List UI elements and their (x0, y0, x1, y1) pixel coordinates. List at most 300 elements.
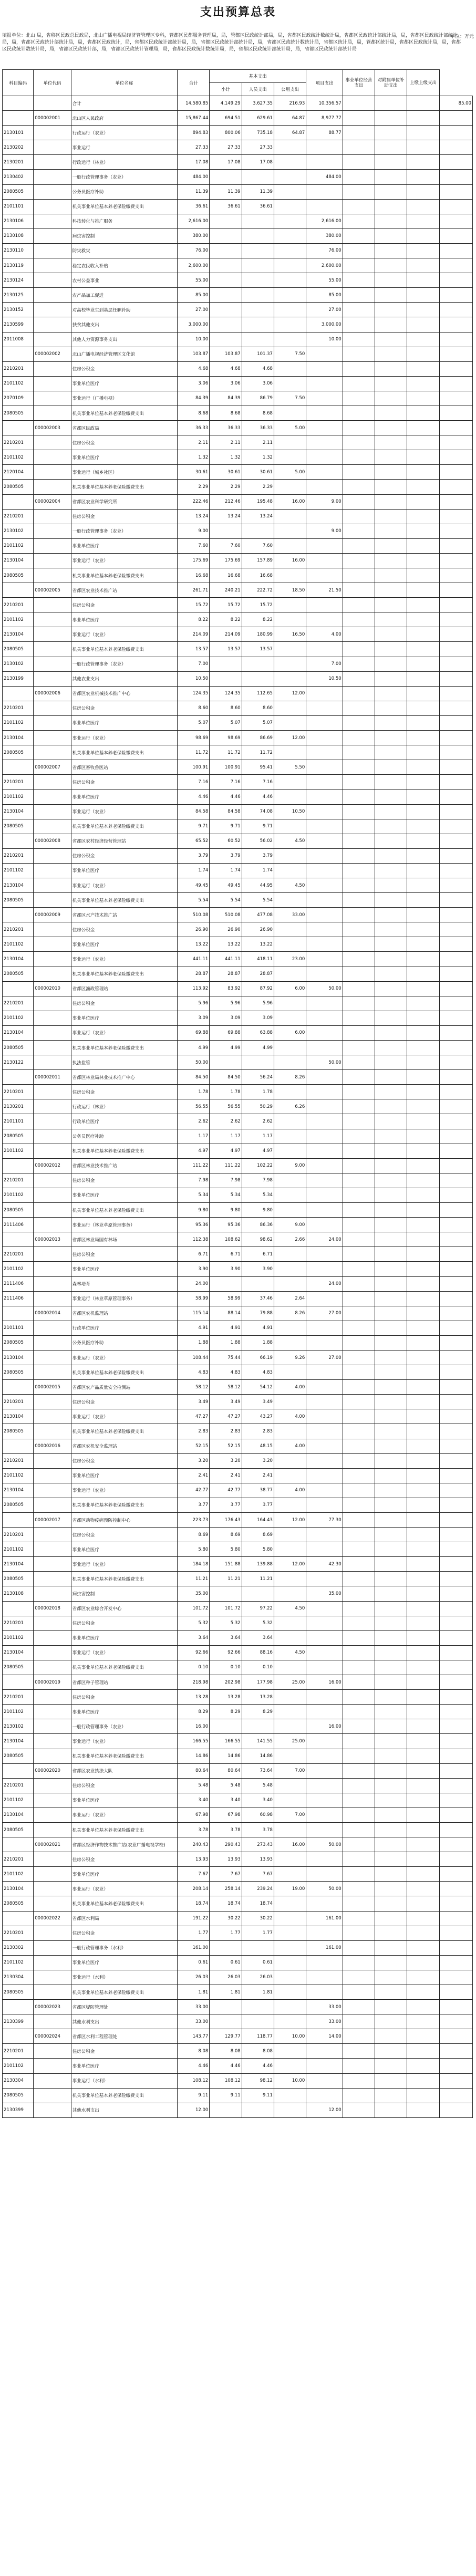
cell-total: 26.03 (178, 1970, 210, 1985)
cell-personnel: 86.79 (242, 391, 274, 406)
cell-subsidy (375, 2000, 407, 2014)
cell-code: 2011008 (3, 332, 34, 347)
cell-total: 8.60 (178, 701, 210, 715)
cell-project (306, 1734, 343, 1749)
table-row (3, 435, 473, 450)
cell-personnel (242, 1719, 274, 1734)
cell-subtotal: 3.77 (210, 1498, 242, 1512)
cell-subtotal (210, 2014, 242, 2029)
cell-total: 103.87 (178, 347, 210, 361)
cell-unit-code (34, 922, 71, 937)
cell-subsidy (375, 2088, 407, 2103)
cell-enterprise (343, 1528, 375, 1542)
cell-subtotal: 4.97 (210, 1144, 242, 1158)
cell-personnel: 3.77 (242, 1498, 274, 1512)
cell-public: 6.00 (274, 1025, 306, 1040)
cell-enterprise (343, 391, 375, 406)
cell-subsidy (375, 804, 407, 819)
cell-upper-level (439, 937, 472, 952)
cell-code: 2130108 (3, 228, 34, 243)
cell-total: 4.91 (178, 1321, 210, 1335)
cell-subsidy (375, 1173, 407, 1188)
cell-public: 19.00 (274, 1882, 306, 1896)
table-row (3, 1940, 473, 1955)
cell-total: 7.16 (178, 775, 210, 790)
cell-total: 49.45 (178, 878, 210, 892)
cell-unit-code: 000002020 (34, 1763, 71, 1778)
cell-upper (407, 775, 439, 790)
cell-upper (407, 421, 439, 435)
cell-unit-name: 机关事业单位基本养老保险缴费支出 (71, 819, 177, 834)
cell-unit-name: 事业单位医疗 (71, 1262, 177, 1276)
cell-total: 3.90 (178, 1262, 210, 1276)
cell-enterprise (343, 1055, 375, 1070)
cell-public (274, 199, 306, 214)
cell-subtotal (210, 243, 242, 258)
cell-upper-level (439, 1011, 472, 1025)
cell-total: 13.57 (178, 642, 210, 657)
cell-upper (407, 1616, 439, 1630)
cell-unit-name: 住房公积金 (71, 1085, 177, 1099)
cell-subtotal (210, 273, 242, 288)
cell-personnel: 3.78 (242, 1822, 274, 1837)
cell-upper-level (439, 1822, 472, 1837)
cell-total: 108.44 (178, 1350, 210, 1365)
cell-project: 24.00 (306, 1276, 343, 1291)
cell-enterprise (343, 1085, 375, 1099)
cell-total: 101.72 (178, 1601, 210, 1616)
cell-unit-code: 000002014 (34, 1306, 71, 1321)
cell-public (274, 715, 306, 730)
cell-subsidy (375, 1822, 407, 1837)
cell-unit-code: 000002015 (34, 1380, 71, 1395)
cell-public (274, 967, 306, 981)
cell-project (306, 1867, 343, 1882)
cell-upper-level (439, 228, 472, 243)
cell-subtotal: 111.22 (210, 1158, 242, 1173)
cell-subsidy (375, 598, 407, 612)
cell-public: 4.00 (274, 1439, 306, 1453)
cell-upper (407, 376, 439, 391)
cell-total: 2,600.00 (178, 258, 210, 273)
cell-total: 56.55 (178, 1099, 210, 1114)
cell-code: 2130104 (3, 731, 34, 745)
cell-public (274, 332, 306, 347)
cell-public (274, 775, 306, 790)
cell-personnel: 2.29 (242, 480, 274, 494)
cell-enterprise (343, 893, 375, 908)
cell-unit-code (34, 1528, 71, 1542)
cell-subtotal: 26.90 (210, 922, 242, 937)
cell-code: 2210201 (3, 435, 34, 450)
cell-unit-code (34, 1940, 71, 1955)
cell-public (274, 657, 306, 671)
cell-subsidy (375, 1498, 407, 1512)
cell-subtotal: 67.98 (210, 1808, 242, 1822)
cell-unit-code (34, 332, 71, 347)
cell-total: 2.11 (178, 435, 210, 450)
cell-unit-name: 其他水利支出 (71, 2103, 177, 2117)
cell-public (274, 435, 306, 450)
cell-code: 2101102 (3, 2059, 34, 2073)
cell-unit-name: 病虫害控制 (71, 228, 177, 243)
cell-subtotal: 5.34 (210, 1188, 242, 1202)
cell-code: 2080505 (3, 819, 34, 834)
cell-code: 2130104 (3, 1808, 34, 1822)
cell-subsidy (375, 509, 407, 524)
cell-enterprise (343, 583, 375, 598)
cell-project (306, 878, 343, 892)
cell-total: 76.00 (178, 243, 210, 258)
cell-upper-level (439, 2059, 472, 2073)
cell-enterprise (343, 1837, 375, 1852)
cell-project (306, 1453, 343, 1468)
header-upper: 上缴上级支出 (407, 70, 439, 96)
cell-upper-level (439, 731, 472, 745)
cell-subtotal: 0.61 (210, 1955, 242, 1970)
cell-upper-level (439, 1940, 472, 1955)
cell-unit-code (34, 450, 71, 465)
cell-total: 69.88 (178, 1025, 210, 1040)
cell-enterprise (343, 790, 375, 804)
cell-unit-code (34, 627, 71, 642)
cell-unit-code: 000002002 (34, 347, 71, 361)
cell-upper-level (439, 1144, 472, 1158)
cell-project: 85.00 (306, 288, 343, 303)
cell-unit-name: 事业运行（农业） (71, 1025, 177, 1040)
cell-total: 3.64 (178, 1630, 210, 1645)
cell-subtotal: 80.64 (210, 1763, 242, 1778)
cell-total: 261.71 (178, 583, 210, 598)
cell-upper-level (439, 1955, 472, 1970)
cell-upper-level (439, 1542, 472, 1557)
cell-unit-name: 事业运行（林业草原管理事务） (71, 1218, 177, 1232)
cell-subsidy (375, 1365, 407, 1380)
cell-total: 222.46 (178, 494, 210, 509)
cell-unit-name: 省都区水利局 (71, 1911, 177, 1926)
cell-unit-code (34, 1409, 71, 1424)
cell-project (306, 790, 343, 804)
cell-personnel: 157.89 (242, 553, 274, 568)
cell-unit-name: 事业运行（农业） (71, 1734, 177, 1749)
cell-subtotal: 8.68 (210, 406, 242, 420)
cell-unit-name: 事业单位医疗 (71, 450, 177, 465)
cell-upper-level (439, 1247, 472, 1262)
cell-subtotal: 7.67 (210, 1867, 242, 1882)
cell-upper (407, 981, 439, 996)
cell-code: 2080505 (3, 893, 34, 908)
table-row (3, 1793, 473, 1808)
cell-total: 67.98 (178, 1808, 210, 1822)
cell-enterprise (343, 361, 375, 376)
cell-project (306, 361, 343, 376)
cell-code (3, 1763, 34, 1778)
cell-enterprise (343, 421, 375, 435)
cell-subtotal: 108.62 (210, 1232, 242, 1247)
cell-personnel: 9.71 (242, 819, 274, 834)
cell-total: 6.71 (178, 1247, 210, 1262)
cell-unit-name: 北山广播电视经济管理区文化馆 (71, 347, 177, 361)
cell-project (306, 480, 343, 494)
cell-unit-code (34, 1557, 71, 1572)
header-subtotal: 小计 (210, 83, 242, 96)
cell-upper (407, 848, 439, 863)
cell-personnel: 1.74 (242, 863, 274, 878)
cell-project (306, 937, 343, 952)
cell-subtotal: 60.52 (210, 834, 242, 848)
cell-project: 55.00 (306, 273, 343, 288)
cell-public (274, 214, 306, 228)
cell-code: 2130201 (3, 155, 34, 170)
cell-personnel: 56.02 (242, 834, 274, 848)
cell-enterprise (343, 1070, 375, 1085)
cell-upper (407, 1852, 439, 1867)
cell-upper (407, 228, 439, 243)
cell-upper (407, 1439, 439, 1453)
cell-personnel (242, 2103, 274, 2117)
cell-code: 2130399 (3, 2103, 34, 2117)
cell-upper (407, 1940, 439, 1955)
table-row (3, 347, 473, 361)
cell-subtotal: 258.14 (210, 1882, 242, 1896)
cell-unit-code (34, 376, 71, 391)
cell-code (3, 1070, 34, 1085)
cell-public: 64.87 (274, 126, 306, 140)
cell-upper (407, 1247, 439, 1262)
cell-upper-level (439, 1630, 472, 1645)
table-row (3, 715, 473, 730)
cell-code: 2080505 (3, 745, 34, 760)
table-row (3, 1970, 473, 1985)
cell-public (274, 1793, 306, 1808)
cell-project: 50.00 (306, 1882, 343, 1896)
cell-subsidy (375, 347, 407, 361)
cell-enterprise (343, 1468, 375, 1483)
cell-total: 1.78 (178, 1085, 210, 1099)
cell-code (3, 1675, 34, 1690)
cell-upper-level (439, 686, 472, 701)
cell-unit-name: 科技转化与推广服务 (71, 214, 177, 228)
cell-public (274, 2103, 306, 2117)
cell-subsidy (375, 996, 407, 1011)
cell-personnel: 15.72 (242, 598, 274, 612)
cell-subtotal: 92.66 (210, 1645, 242, 1660)
cell-subtotal (210, 170, 242, 184)
cell-public (274, 642, 306, 657)
cell-public (274, 598, 306, 612)
cell-project (306, 775, 343, 790)
budget-table (2, 69, 473, 2118)
cell-upper (407, 1837, 439, 1852)
cell-personnel: 4.46 (242, 2059, 274, 2073)
cell-total: 84.58 (178, 804, 210, 819)
cell-personnel: 13.93 (242, 1852, 274, 1867)
cell-subsidy (375, 553, 407, 568)
cell-personnel: 86.36 (242, 1218, 274, 1232)
table-row (3, 686, 473, 701)
cell-enterprise (343, 715, 375, 730)
cell-upper-level (439, 1158, 472, 1173)
cell-public (274, 1542, 306, 1557)
table-row (3, 731, 473, 745)
cell-enterprise (343, 1409, 375, 1424)
cell-upper (407, 1882, 439, 1896)
cell-code: 2101102 (3, 376, 34, 391)
cell-personnel: 30.22 (242, 1911, 274, 1926)
cell-unit-name: 机关事业单位基本养老保险缴费支出 (71, 1572, 177, 1586)
cell-public (274, 745, 306, 760)
table-row (3, 2103, 473, 2117)
cell-total: 8.68 (178, 406, 210, 420)
cell-subtotal: 7.16 (210, 775, 242, 790)
cell-upper (407, 214, 439, 228)
cell-code: 2210201 (3, 1926, 34, 1940)
cell-code (3, 2029, 34, 2044)
cell-total: 143.77 (178, 2029, 210, 2044)
cell-personnel: 79.88 (242, 1306, 274, 1321)
cell-enterprise (343, 1203, 375, 1218)
cell-subsidy (375, 1778, 407, 1793)
cell-subsidy (375, 2044, 407, 2059)
cell-upper (407, 1395, 439, 1409)
cell-subsidy (375, 170, 407, 184)
cell-unit-name: 省都区水利工程管理处 (71, 2029, 177, 2044)
cell-enterprise (343, 1616, 375, 1630)
cell-upper-level (439, 1335, 472, 1350)
cell-upper (407, 1173, 439, 1188)
cell-subtotal: 8.08 (210, 2044, 242, 2059)
cell-upper-level (439, 258, 472, 273)
cell-unit-name: 其他人力资源事务支出 (71, 332, 177, 347)
cell-enterprise (343, 1335, 375, 1350)
cell-total: 47.27 (178, 1409, 210, 1424)
cell-unit-code (34, 1867, 71, 1882)
cell-total: 4.97 (178, 1144, 210, 1158)
table-row (3, 509, 473, 524)
cell-unit-code (34, 243, 71, 258)
cell-personnel: 30.61 (242, 465, 274, 480)
cell-subtotal: 13.24 (210, 509, 242, 524)
cell-subtotal: 129.77 (210, 2029, 242, 2044)
cell-personnel (242, 2000, 274, 2014)
cell-personnel (242, 1586, 274, 1601)
cell-code: 2130302 (3, 1940, 34, 1955)
table-row (3, 1822, 473, 1837)
cell-enterprise (343, 731, 375, 745)
cell-personnel: 8.60 (242, 701, 274, 715)
cell-unit-name: 省都区种子管理站 (71, 1675, 177, 1690)
cell-unit-code (34, 1572, 71, 1586)
cell-code: 2080505 (3, 1660, 34, 1675)
cell-unit-name: 住房公积金 (71, 1778, 177, 1793)
cell-subsidy (375, 1380, 407, 1395)
cell-subtotal: 1.32 (210, 450, 242, 465)
cell-upper (407, 199, 439, 214)
cell-enterprise (343, 1114, 375, 1129)
cell-code: 2080505 (3, 1424, 34, 1439)
cell-public (274, 538, 306, 553)
cell-total: 113.92 (178, 981, 210, 996)
cell-unit-name: 机关事业单位基本养老保险缴费支出 (71, 1144, 177, 1158)
cell-personnel: 5.54 (242, 893, 274, 908)
cell-upper-level (439, 273, 472, 288)
cell-unit-code: 000002004 (34, 494, 71, 509)
cell-public (274, 937, 306, 952)
cell-public: 23.00 (274, 952, 306, 967)
table-row (3, 1453, 473, 1468)
cell-upper (407, 1955, 439, 1970)
cell-upper (407, 2029, 439, 2044)
cell-enterprise (343, 184, 375, 199)
cell-code: 2210201 (3, 1247, 34, 1262)
cell-project (306, 1041, 343, 1055)
cell-upper-level (439, 848, 472, 863)
cell-upper-level (439, 1203, 472, 1218)
cell-subsidy (375, 1557, 407, 1572)
table-row (3, 126, 473, 140)
cell-enterprise (343, 2073, 375, 2088)
cell-unit-code (34, 1719, 71, 1734)
cell-upper (407, 2059, 439, 2073)
cell-code: 2080505 (3, 568, 34, 583)
cell-subtotal: 30.61 (210, 465, 242, 480)
cell-subtotal: 75.44 (210, 1350, 242, 1365)
cell-total: 1.74 (178, 863, 210, 878)
cell-unit-name: 行政运行（林业） (71, 155, 177, 170)
table-row (3, 1645, 473, 1660)
cell-project (306, 731, 343, 745)
cell-personnel: 44.95 (242, 878, 274, 892)
cell-code: 2130104 (3, 1882, 34, 1896)
cell-enterprise (343, 303, 375, 317)
cell-upper-level (439, 1306, 472, 1321)
cell-code: 2130201 (3, 1099, 34, 1114)
cell-project: 4.00 (306, 627, 343, 642)
cell-subtotal: 3.49 (210, 1395, 242, 1409)
cell-total: 58.99 (178, 1291, 210, 1306)
cell-code: 2130102 (3, 1719, 34, 1734)
cell-subtotal: 5.48 (210, 1778, 242, 1793)
table-row (3, 1837, 473, 1852)
cell-enterprise (343, 819, 375, 834)
cell-enterprise (343, 1734, 375, 1749)
cell-code: 2080505 (3, 1335, 34, 1350)
cell-subsidy (375, 1203, 407, 1218)
cell-total: 17.08 (178, 155, 210, 170)
cell-public: 4.50 (274, 1645, 306, 1660)
cell-personnel: 3,627.35 (242, 96, 274, 111)
cell-subtotal: 14.86 (210, 1749, 242, 1763)
cell-code: 2130104 (3, 1645, 34, 1660)
cell-personnel: 95.41 (242, 760, 274, 775)
cell-total: 35.00 (178, 1586, 210, 1601)
cell-upper-level (439, 775, 472, 790)
table-row (3, 1985, 473, 2000)
cell-upper-level (439, 1734, 472, 1749)
cell-subtotal: 15.72 (210, 598, 242, 612)
cell-upper (407, 2103, 439, 2117)
cell-project (306, 1528, 343, 1542)
table-row (3, 465, 473, 480)
cell-subtotal: 13.22 (210, 937, 242, 952)
cell-unit-name: 北山区人民政府 (71, 111, 177, 126)
cell-unit-name: 行政运行（农业） (71, 126, 177, 140)
cell-code: 2080505 (3, 1203, 34, 1218)
cell-total: 218.98 (178, 1675, 210, 1690)
cell-total: 11.39 (178, 184, 210, 199)
cell-total: 1.32 (178, 450, 210, 465)
cell-unit-name: 农村公益事业 (71, 273, 177, 288)
